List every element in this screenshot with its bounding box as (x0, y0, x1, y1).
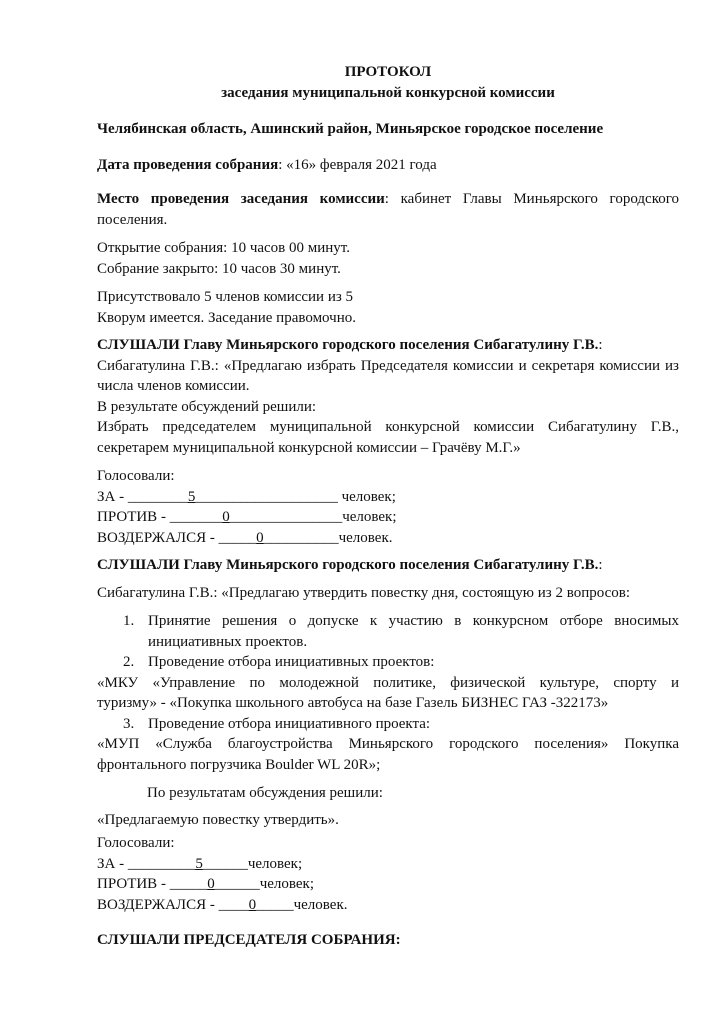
vote-blank-post: ______ (202, 855, 248, 872)
vote-value: 5 (187, 488, 196, 505)
vote-label: ВОЗДЕРЖАЛСЯ - (97, 896, 219, 913)
vote-blank-post: __________ (263, 529, 339, 546)
vote-value: 0 (248, 896, 257, 913)
vote-blank-pre: ________ (127, 488, 188, 505)
date-label: Дата проведения собрания (97, 156, 279, 173)
vote-label: ЗА - (97, 855, 128, 872)
vote2-row-protiv (97, 874, 679, 895)
agenda-item-number: 1. (123, 613, 135, 629)
hearing1-heading-text: СЛУШАЛИ Главу Миньярского городского поселения Сибагатулину Г.В. (97, 337, 599, 353)
vote-label: ПРОТИВ - (97, 876, 170, 892)
agenda-item-2-text: Проведение отбора инициативных проектов: (148, 654, 435, 670)
agenda-item-3 (97, 714, 679, 735)
vote-blank-pre: ____ (218, 896, 249, 913)
venue-label: Место проведения заседания комиссии (97, 191, 385, 207)
agenda-item-1-line-2: инициативных проектов. (148, 633, 308, 650)
item3-detail-line-2: фронтального погрузчика Boulder WL 20R»; (97, 756, 381, 773)
agenda-item-2 (97, 652, 679, 673)
vote2-heading: Голосовали: (97, 835, 175, 851)
agenda-item-number: 3. (123, 715, 135, 732)
vote-label: ПРОТИВ - (97, 509, 170, 525)
hearing2-heading-text: СЛУШАЛИ Главу Миньярского городского поселения Сибагатулину Г.В. (97, 557, 599, 573)
doc-subtitle: заседания муниципальной конкурсной комиссии (221, 84, 555, 101)
agenda-item-1-line-1: Принятие решения о допуске к участию в конкурсном отборе вносимых (148, 613, 679, 629)
vote-value: 5 (195, 855, 203, 872)
vote-blank-post: _______________ (229, 509, 343, 525)
item2-detail-line-1: «МКУ «Управление по молодежной политике, физической культуре, спорту и (97, 674, 679, 691)
vote-blank-post: _____ (256, 896, 294, 913)
agenda-item-number: 2. (123, 654, 135, 670)
venue-line-2: поселения. (97, 211, 168, 228)
vote2-row-za (97, 854, 679, 875)
hearing1-heading-colon: : (598, 337, 603, 353)
chair-heading: СЛУШАЛИ ПРЕДСЕДАТЕЛЯ СОБРАНИЯ: (97, 932, 401, 948)
vote1-row-protiv (97, 507, 679, 528)
agenda-item-1 (97, 611, 679, 652)
vote-value: 0 (256, 529, 264, 546)
quorum-line: Кворум имеется. Заседание правомочно. (97, 309, 356, 326)
hearing1-decision-intro: В результате обсуждений решили: (97, 398, 317, 415)
hearing1-decision-line-2: секретарем муниципальной конкурсной комиссии – Грачёву М.Г.» (97, 439, 521, 456)
vote2-row-vozderzhalsya (97, 895, 679, 916)
item3-detail-line-1: «МУП «Служба благоустройства Миньярского городского поселения» Покупка (97, 736, 679, 752)
agenda-item-body (148, 652, 679, 673)
agenda-item-body (148, 611, 679, 652)
vote-unit: человек; (342, 509, 397, 525)
hearing2-heading-colon: : (598, 557, 603, 573)
item2-detail-line-2: туризму» - «Покупка школьного автобуса на базе Газель БИЗНЕС ГАЗ -322173» (97, 695, 609, 711)
vote1-heading: Голосовали: (97, 468, 175, 484)
vote1-row-za (97, 487, 679, 508)
venue-value: : кабинет Главы Миньярского городского (384, 191, 680, 207)
attendance-line: Присутствовало 5 членов комиссии из 5 (97, 289, 354, 305)
agenda-item-body (148, 714, 679, 735)
hearing2-heading (97, 555, 679, 576)
vote-value: 0 (222, 509, 230, 525)
vote-unit: человек; (341, 488, 396, 505)
vote-unit: человек; (247, 855, 303, 872)
opening-time-line: Открытие собрания: 10 часов 00 минут. (97, 240, 350, 256)
vote-blank-pre: _______ (169, 509, 223, 525)
closing-time-line: Собрание закрыто: 10 часов 30 минут. (97, 260, 341, 277)
hearing2-speech-intro: Сибагатулина Г.В.: «Предлагаю утвердить повестку дня, состоящую из 2 вопросов: (97, 584, 630, 601)
vote-blank-pre: _____ (169, 876, 208, 892)
venue-line-1 (97, 189, 679, 210)
discussion-result: «Предлагаемую повестку утвердить». (97, 811, 339, 828)
doc-title: ПРОТОКОЛ (344, 64, 432, 80)
vote-unit: человек. (338, 529, 393, 546)
vote-blank-pre: _____ (218, 529, 257, 546)
date-value: : «16» февраля 2021 года (278, 156, 437, 173)
hearing1-heading (97, 335, 679, 356)
hearing1-decision-line-1: Избрать председателем муниципальной конкурсной комиссии Сибагатулину Г.В., (97, 419, 679, 435)
vote1-row-vozderzhalsya (97, 528, 679, 549)
vote-blank-post: ___________________ (195, 488, 342, 505)
vote-label: ВОЗДЕРЖАЛСЯ - (97, 529, 219, 546)
vote-blank-pre: _________ (127, 855, 196, 872)
vote-blank-post: ______ (214, 876, 260, 892)
vote-unit: человек; (259, 876, 314, 892)
region-line: Челябинская область, Ашинский район, Миньярское городское поселение (97, 121, 604, 137)
vote-value: 0 (207, 876, 215, 892)
vote-label: ЗА - (97, 488, 128, 505)
agenda-item-3-text: Проведение отбора инициативного проекта: (148, 715, 431, 732)
vote-unit: человек. (293, 896, 348, 913)
hearing1-speech-line-1: Сибагатулина Г.В.: «Предлагаю избрать Председателя комиссии и секретаря комиссии из (97, 357, 679, 374)
hearing1-speech-line-2: числа членов комиссии. (97, 378, 250, 394)
discussion-result-intro: По результатам обсуждения решили: (147, 785, 383, 801)
date-line (97, 155, 679, 176)
